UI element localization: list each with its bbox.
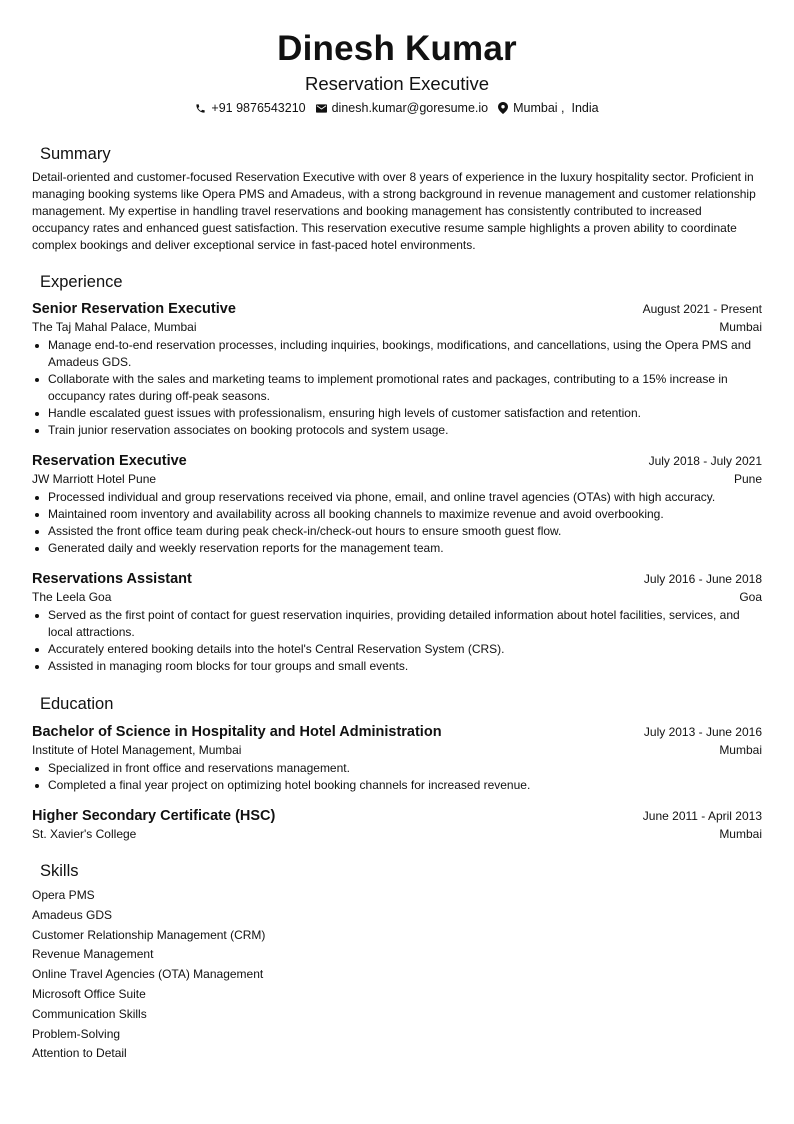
job-role: Reservation Executive [304,73,490,94]
skill-item: Online Travel Agencies (OTA) Management [32,967,264,982]
contact-location [498,100,598,116]
skill-item: Revenue Management [32,947,154,962]
location-text: Mumbai , India [513,101,599,115]
education-entry [32,723,762,794]
company-name: The Taj Mahal Palace, Mumbai [32,320,197,334]
bullet-item: Manage end-to-end reservation processes, including inquiries, bookings, modifications, and cancellations, using the Opera PMS and Amadeus GDS. [32,337,762,371]
skills-section [32,861,762,1064]
skill-item: Customer Relationship Management (CRM) [32,927,266,942]
skills-list [32,886,762,1064]
job-dates: July 2018 - July 2021 [648,454,762,468]
degree-title: Higher Secondary Certificate (HSC) [32,808,276,824]
school-name: St. Xavier's College [32,827,137,841]
education-bullets [32,760,762,794]
degree-title: Bachelor of Science in Hospitality and Hotel Administration [32,724,442,740]
bullet-item: Collaborate with the sales and marketing teams to implement promotional rates and packages, contributing to a 15% increase in occupancy rates during off-peak seasons. [32,371,762,405]
bullet-item: Specialized in front office and reservations management. [32,760,762,777]
education-section [32,694,762,843]
job-dates: August 2021 - Present [642,302,762,316]
bullet-item: Processed individual and group reservations received via phone, email, and online travel agencies (OTAs) with high accuracy. [32,489,762,506]
skill-item: Amadeus GDS [32,907,113,922]
bullet-item: Handle escalated guest issues with professionalism, ensuring high levels of customer satisfaction and retention. [32,405,762,422]
job-location: Mumbai [719,320,762,334]
email-address: dinesh.kumar@goresume.io [331,101,489,115]
candidate-name: Dinesh Kumar [277,29,517,68]
bullet-item: Accurately entered booking details into the hotel's Central Reservation System (CRS). [32,641,762,658]
school-name: Institute of Hotel Management, Mumbai [32,743,242,757]
bullet-item: Maintained room inventory and availability across all booking channels to maximize revenue and avoid overbooking. [32,506,762,523]
contact-bar [32,100,762,116]
map-pin-icon [498,102,508,114]
experience-entry [32,452,762,557]
summary-heading: Summary [40,145,111,163]
phone-icon [195,103,206,114]
bullet-item: Generated daily and weekly reservation reports for the management team. [32,540,762,557]
envelope-icon [316,104,327,113]
school-location: Mumbai [719,743,762,757]
contact-email[interactable] [316,100,489,116]
education-heading: Education [40,695,114,713]
job-bullets [32,607,762,675]
skill-item: Attention to Detail [32,1046,127,1061]
job-title: Reservations Assistant [32,571,192,587]
summary-section [32,144,762,254]
bullet-item: Assisted in managing room blocks for tour groups and small events. [32,658,762,675]
contact-phone[interactable] [195,100,305,116]
summary-paragraph: Detail-oriented and customer-focused Reservation Executive with over 8 years of experience in the luxury hospitality sector. Proficient in managing booking systems like Opera PMS and Amadeus, with a strong background in revenue management and customer relationship management. My expertise in handling travel reservations and booking management has consistently contributed to increased occupancy rates and enhanced guest satisfaction. This reservation executive resume sample highlights a proven ability to coordinate complex bookings and deliver exceptional service in fast-paced hotel environments. [32,170,756,252]
bullet-item: Train junior reservation associates on booking protocols and system usage. [32,422,762,439]
job-bullets [32,337,762,439]
job-location: Goa [739,590,762,604]
education-dates: June 2011 - April 2013 [642,809,762,823]
phone-number: +91 9876543210 [211,101,306,115]
bullet-item: Served as the first point of contact for guest reservation inquiries, providing detailed information about hotel facilities, services, and local attractions. [32,607,762,641]
skills-heading: Skills [40,862,79,880]
company-name: The Leela Goa [32,590,112,604]
school-location: Mumbai [719,827,762,841]
company-name: JW Marriott Hotel Pune [32,472,157,486]
bullet-item: Assisted the front office team during peak check-in/check-out hours to ensure smooth guest flow. [32,523,762,540]
skill-item: Communication Skills [32,1006,147,1021]
education-entry [32,807,762,843]
skill-item: Opera PMS [32,888,95,902]
bullet-item: Completed a final year project on optimizing hotel booking channels for increased revenue. [32,777,762,794]
experience-section [32,272,762,675]
skill-item: Problem-Solving [32,1026,121,1041]
experience-heading: Experience [40,273,123,291]
job-title: Senior Reservation Executive [32,301,236,317]
job-dates: July 2016 - June 2018 [643,572,762,586]
education-dates: July 2013 - June 2016 [643,725,762,739]
job-location: Pune [733,472,762,486]
job-bullets [32,489,762,557]
experience-entry [32,300,762,439]
skill-item: Microsoft Office Suite [32,986,146,1001]
experience-entry [32,570,762,675]
job-title: Reservation Executive [32,453,187,469]
